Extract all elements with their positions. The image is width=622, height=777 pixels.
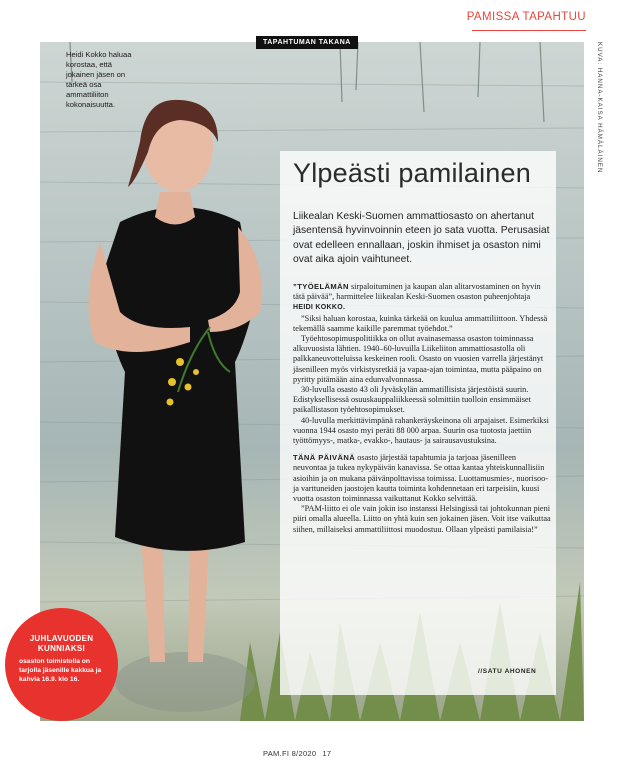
section-rule: [472, 30, 586, 31]
lead-in: ”TYÖELÄMÄN: [293, 282, 349, 291]
photo-caption: Heidi Kokko haluaa korostaa, että jokainen jäsen on tärkeä osa ammattiliiton kokonaisuutta.: [66, 50, 132, 109]
paragraph: 40-luvulla merkittävimpänä rahankeräyskeinona oli arpajaiset. Esimerkiksi vuonna 1944 osasto myi peräti 88 000 arpaa. Suurin osa tuotosta jaettiin työttömyys-, matka-, evakko-, hautaus- ja sairausavustuksina.: [293, 415, 549, 446]
badge-text: osaston toimistolla on tarjolla jäsenille kakkua ja kahvia 16.9. klo 16.: [19, 658, 102, 683]
paragraph: 30-luvulla osasto 43 oli Jyväskylän ammatillisista järjestöistä suurin. Edistyksellisessä osuuskauppaliikkeessä solmittiin tuolloin ensimmäiset paikallistason työehtosopimukset.: [293, 385, 531, 415]
byline: //SATU AHONEN: [478, 668, 537, 675]
page-footer: [263, 749, 337, 758]
category-tag: TAPAHTUMAN TAKANA: [256, 36, 358, 49]
paragraph-text: sirpaloituminen ja kaupan alan alitarvostaminen on hyvin tätä päivää”, harmittelee liikealan Keski-Suomen osaston puheenjohtaja: [293, 282, 541, 302]
badge-title-line: JUHLAVUODEN: [29, 634, 94, 643]
article-lead: Liikealan Keski-Suomen ammattiosasto on ahertanut jäsentensä hyvinvoinnin eteen jo sata vuotta. Perusasiat ovat edelleen ennallaan, joskin ihmiset ja osaston nimi ovat aika ajoin vaihtuneet.: [293, 211, 550, 266]
article-body: [293, 282, 551, 535]
article-headline: Ylpeästi pamilainen: [293, 158, 531, 188]
section-label: PAMISSA TAPAHTUU: [466, 11, 586, 23]
paragraph: [293, 453, 551, 504]
anniversary-badge: [5, 608, 118, 721]
page-number: 17: [322, 749, 332, 758]
photo-credit: KUVA: HANNA-KAISA HÄMÄLÄINEN: [596, 42, 603, 174]
badge-title: [5, 634, 118, 653]
paragraph-text: osasto järjestää tapahtumia ja tarjoaa jäsenilleen neuvontaa ja tukea nykypäivän kanavissa. Se ottaa kantaa yhteiskunnallisiin asioihin ja on mukana päivänpolttavissa toimissa. Luottamusmies-, nuorisoo- ja varttuneiden jaostojen kautta toiminta kohdennetaan eri tarpeisiin, kuusi vuotta osaston toiminnassa vaikuttanut Kokko selvittää.: [293, 453, 549, 504]
paragraph: ”PAM-liitto ei ole vain jokin iso instanssi Helsingissä tai johtokunnan pieni piiri omalla alueella. Liitto on yhtä kuin sen jokainen jäsen. Voit itse vaikuttaa siihen, millaiseksi ammattiliittosi muodostuu. Ollaan ylpeästi pamilaisia!”: [293, 504, 551, 534]
publication-name: PAM.FI 8/2020: [263, 749, 317, 758]
paragraph: [293, 282, 551, 314]
person-name: HEIDI KOKKO.: [293, 304, 346, 312]
paragraph: Työehtosopimuspolitiikka on ollut avainasemassa osaston toiminnassa alkuvuosista lähtien. 1940–60-luvuilla Liikeliiton ammattiosastolla oli palkkaneuvotteluissa keskeinen rooli. Osasto on vuosien varrella järjestänyt jäsenilleen myös virkistysretkiä ja vapaa-ajan toimintaa, mutta pääpaino on pyritty pitämään aina edunvalvonnassa.: [293, 334, 544, 384]
paragraph: ”Siksi haluan korostaa, kuinka tärkeää on kuulua ammattiliittoon. Yhdessä tekemällä saamme kaikille paremmat työehdot.”: [293, 313, 548, 333]
badge-title-line: KUNNIAKSI: [37, 643, 86, 653]
lead-in: TÄNÄ PÄIVÄNÄ: [293, 453, 356, 463]
